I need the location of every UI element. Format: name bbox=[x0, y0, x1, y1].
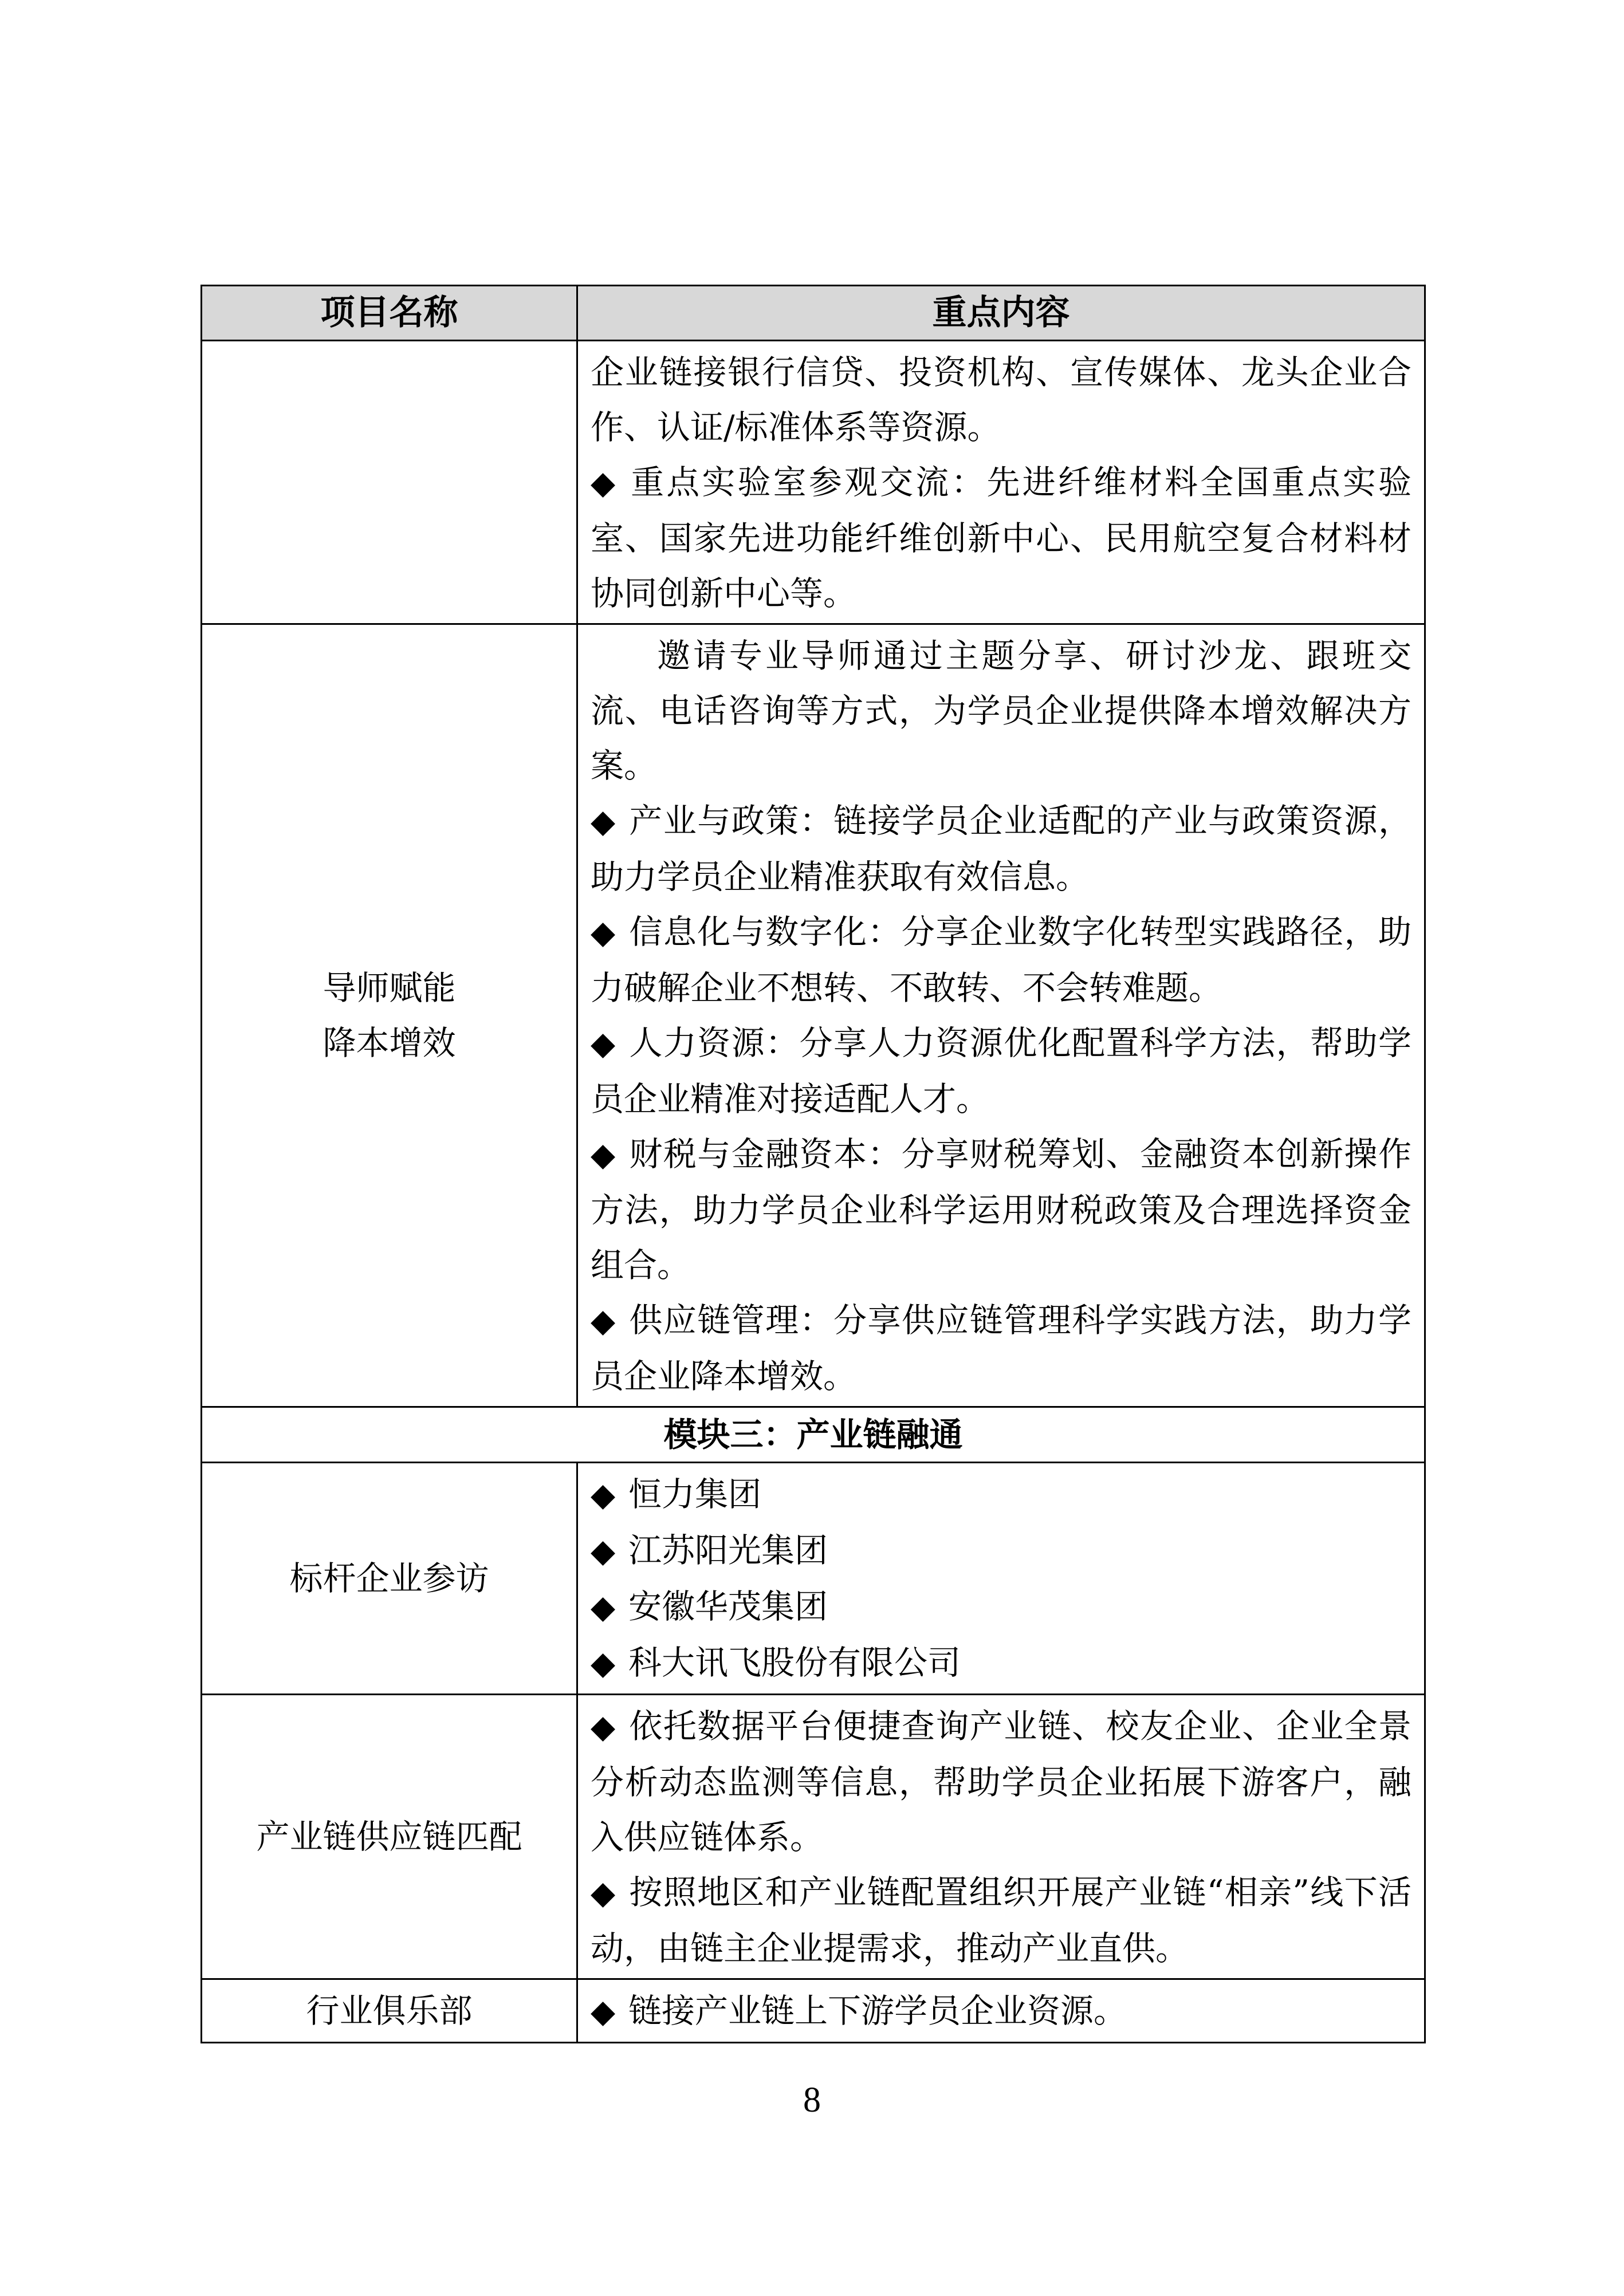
table-row-mentor bbox=[202, 624, 1425, 1407]
bullet-item bbox=[591, 793, 1411, 904]
bullet-item bbox=[591, 1127, 1411, 1293]
name-line: 导师赋能 bbox=[323, 968, 456, 1007]
bullet-item bbox=[591, 1523, 1411, 1579]
bullet-text: 安徽华茂集团 bbox=[628, 1587, 828, 1626]
module-title-row bbox=[202, 1407, 1425, 1463]
diamond-bullet-icon: ◆ bbox=[591, 1136, 616, 1173]
page-number: 8 bbox=[803, 2081, 821, 2120]
content-paragraph: 企业链接银行信贷、投资机构、宣传媒体、龙头企业合作、认证/标准体系等资源。 bbox=[591, 353, 1411, 447]
module-title: 模块三：产业链融通 bbox=[202, 1407, 1425, 1463]
bullet-text: 重点实验室参观交流：先进纤维材料全国重点实验室、国家先进功能纤维创新中心、民用航空复合材料材协同创新中心等。 bbox=[591, 463, 1411, 613]
table-row-benchmark bbox=[202, 1463, 1425, 1695]
diamond-bullet-icon: ◆ bbox=[591, 1874, 616, 1912]
header-key-content: 重点内容 bbox=[577, 286, 1425, 341]
bullet-text: 产业与政策：链接学员企业适配的产业与政策资源，助力学员企业精准获取有效信息。 bbox=[591, 801, 1411, 896]
name-cell-club: 行业俱乐部 bbox=[202, 1979, 577, 2043]
diamond-bullet-icon: ◆ bbox=[591, 1645, 616, 1682]
name-cell-supply-chain: 产业链供应链匹配 bbox=[202, 1695, 577, 1979]
diamond-bullet-icon: ◆ bbox=[591, 914, 616, 951]
header-project-name: 项目名称 bbox=[202, 286, 577, 341]
bullet-text: 按照地区和产业链配置组织开展产业链“相亲”线下活动，由链主企业提需求，推动产业直供。 bbox=[591, 1873, 1411, 1968]
diamond-bullet-icon: ◆ bbox=[591, 1476, 616, 1514]
name-cell-benchmark: 标杆企业参访 bbox=[202, 1463, 577, 1695]
bullet-item bbox=[591, 1579, 1411, 1635]
bullet-text: 科大讯飞股份有限公司 bbox=[628, 1643, 961, 1682]
bullet-item bbox=[591, 1983, 1411, 2039]
bullet-item bbox=[591, 1293, 1411, 1404]
diamond-bullet-icon: ◆ bbox=[591, 1533, 616, 1570]
content-cell-mentor bbox=[577, 624, 1425, 1407]
content-cell-continued bbox=[577, 341, 1425, 624]
diamond-bullet-icon: ◆ bbox=[591, 1025, 616, 1062]
content-table bbox=[200, 285, 1426, 2043]
bullet-item bbox=[591, 1467, 1411, 1523]
diamond-bullet-icon: ◆ bbox=[591, 1302, 616, 1340]
bullet-item bbox=[591, 1699, 1411, 1865]
name-cell-empty bbox=[202, 341, 577, 624]
bullet-item bbox=[591, 1635, 1411, 1691]
table-row-club bbox=[202, 1979, 1425, 2043]
bullet-text: 供应链管理：分享供应链管理科学实践方法，助力学员企业降本增效。 bbox=[591, 1301, 1411, 1396]
diamond-bullet-icon: ◆ bbox=[591, 464, 616, 502]
table-row-continued bbox=[202, 341, 1425, 624]
content-cell-supply-chain bbox=[577, 1695, 1425, 1979]
diamond-bullet-icon: ◆ bbox=[591, 1708, 616, 1746]
content-cell-club bbox=[577, 1979, 1425, 2043]
diamond-bullet-icon: ◆ bbox=[591, 803, 616, 840]
name-line: 降本增效 bbox=[323, 1023, 456, 1062]
bullet-text: 人力资源：分享人力资源优化配置科学方法，帮助学员企业精准对接适配人才。 bbox=[591, 1023, 1411, 1119]
bullet-text: 依托数据平台便捷查询产业链、校友企业、企业全景分析动态监测等信息，帮助学员企业拓展下游客户，融入供应链体系。 bbox=[591, 1707, 1411, 1857]
content-cell-benchmark bbox=[577, 1463, 1425, 1695]
diamond-bullet-icon: ◆ bbox=[591, 1993, 616, 2030]
intro-paragraph: 邀请专业导师通过主题分享、研讨沙龙、跟班交流、电话咨询等方式，为学员企业提供降本增效解决方案。 bbox=[591, 636, 1411, 785]
bullet-item bbox=[591, 455, 1411, 621]
bullet-text: 财税与金融资本：分享财税筹划、金融资本创新操作方法，助力学员企业科学运用财税政策及合理选择资金组合。 bbox=[591, 1135, 1411, 1285]
bullet-item bbox=[591, 1015, 1411, 1127]
bullet-text: 信息化与数字化：分享企业数字化转型实践路径，助力破解企业不想转、不敢转、不会转难题。 bbox=[591, 912, 1411, 1007]
diamond-bullet-icon: ◆ bbox=[591, 1589, 616, 1626]
table-row-supply-chain bbox=[202, 1695, 1425, 1979]
bullet-text: 链接产业链上下游学员企业资源。 bbox=[628, 1991, 1127, 2030]
bullet-item bbox=[591, 904, 1411, 1015]
bullet-item bbox=[591, 1865, 1411, 1976]
name-cell-mentor bbox=[202, 624, 577, 1407]
table-header-row bbox=[202, 286, 1425, 341]
bullet-text: 江苏阳光集团 bbox=[628, 1531, 828, 1570]
bullet-text: 恒力集团 bbox=[628, 1475, 762, 1514]
